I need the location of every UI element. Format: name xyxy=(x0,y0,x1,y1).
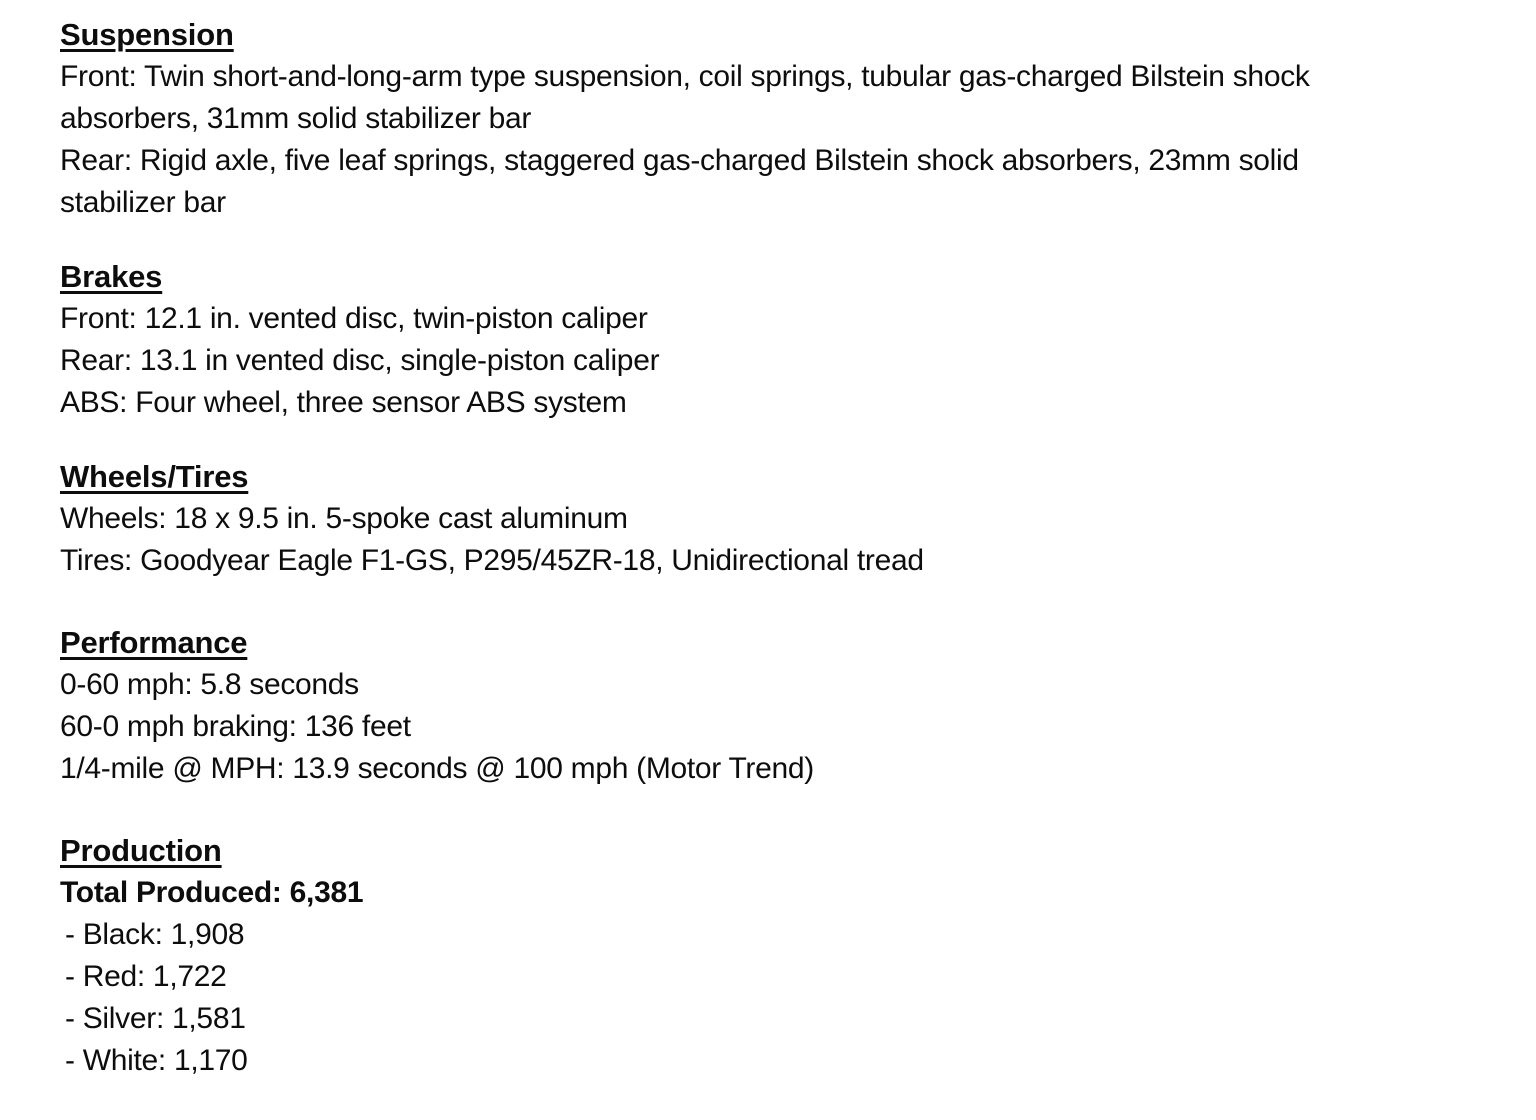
production-color-item: - Black: 1,908 xyxy=(65,918,245,951)
section-heading: Performance xyxy=(60,625,248,660)
spec-line: Front: Twin short-and-long-arm type suspension, coil springs, tubular gas-charged Bilstein shock xyxy=(60,60,1310,93)
section-performance xyxy=(60,622,1476,790)
section-brakes xyxy=(60,256,1476,424)
spec-line: stabilizer bar xyxy=(60,186,226,219)
section-heading: Wheels/Tires xyxy=(60,459,249,494)
spec-line: Wheels: 18 x 9.5 in. 5-spoke cast aluminum xyxy=(60,502,628,535)
spec-line: 0-60 mph: 5.8 seconds xyxy=(60,668,359,701)
spec-line: absorbers, 31mm solid stabilizer bar xyxy=(60,102,532,135)
section-heading: Suspension xyxy=(60,17,234,52)
section-production xyxy=(60,830,1476,1082)
section-wheels-tires xyxy=(60,456,1476,582)
production-color-item: - Silver: 1,581 xyxy=(65,1002,246,1035)
spec-line: 1/4-mile @ MPH: 13.9 seconds @ 100 mph (Motor Trend) xyxy=(60,752,814,785)
spec-line: Rear: 13.1 in vented disc, single-piston caliper xyxy=(60,344,660,377)
spec-line: Rear: Rigid axle, five leaf springs, staggered gas-charged Bilstein shock absorbers, 23mm solid xyxy=(60,144,1299,177)
production-color-item: - White: 1,170 xyxy=(65,1044,248,1077)
spec-line: 60-0 mph braking: 136 feet xyxy=(60,710,411,743)
spec-line: ABS: Four wheel, three sensor ABS system xyxy=(60,386,627,419)
production-color-item: - Red: 1,722 xyxy=(65,960,227,993)
section-heading: Brakes xyxy=(60,259,163,294)
total-produced-line: Total Produced: 6,381 xyxy=(60,876,364,909)
section-heading: Production xyxy=(60,833,222,868)
section-suspension xyxy=(60,14,1476,224)
spec-line: Front: 12.1 in. vented disc, twin-piston caliper xyxy=(60,302,648,335)
spec-line: Tires: Goodyear Eagle F1-GS, P295/45ZR-18, Unidirectional tread xyxy=(60,544,924,577)
